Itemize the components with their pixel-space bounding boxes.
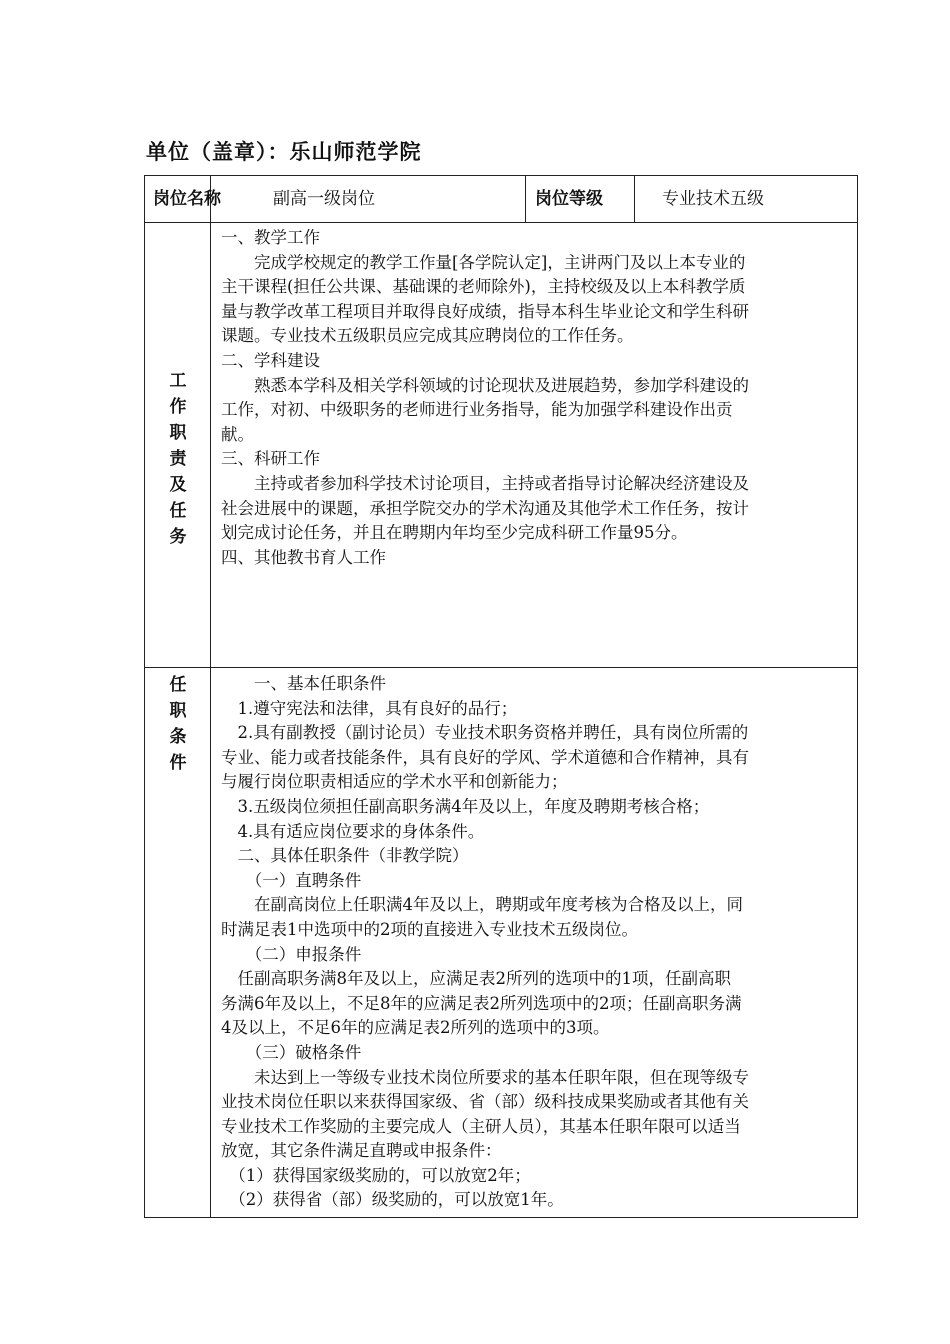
conditions-line: 未达到上一等级专业技术岗位所要求的基本任职年限，但在现等级专 — [221, 1067, 749, 1087]
col-divider-mid — [525, 176, 526, 222]
duties-content — [221, 226, 855, 570]
duties-line: 三、科研工作 — [221, 449, 320, 469]
conditions-line: 专业、能力或者技能条件，具有良好的学风、学术道德和合作精神，具有 — [221, 747, 749, 767]
conditions-line: 任副高职务满8年及以上，应满足表2所列的选项中的1项，任副高职 — [221, 969, 731, 989]
conditions-label-char: 职 — [169, 701, 187, 721]
duties-label-char: 及 — [169, 475, 187, 495]
unit-title: 单位（盖章）：乐山师范学院 — [146, 140, 422, 164]
conditions-line: （二）申报条件 — [221, 944, 362, 964]
conditions-line: 3.五级岗位须担任副高职务满4年及以上，年度及聘期考核合格； — [221, 796, 710, 816]
conditions-line: （三）破格条件 — [221, 1042, 362, 1062]
row-divider-header — [145, 222, 857, 223]
duties-line: 四、其他教书育人工作 — [221, 547, 386, 567]
duties-label-char: 任 — [169, 501, 187, 521]
conditions-content — [221, 672, 855, 1213]
conditions-line: 放宽，其它条件满足直聘或申报条件： — [221, 1141, 502, 1161]
post-grade-value: 专业技术五级 — [662, 189, 764, 209]
duties-line: 二、学科建设 — [221, 350, 320, 370]
conditions-line: 1.遵守宪法和法律，具有良好的品行； — [221, 698, 518, 718]
duties-line: 量与教学改革工程项目并取得良好成绩，指导本科生毕业论文和学生科研 — [221, 301, 749, 321]
conditions-label-char: 件 — [169, 753, 187, 773]
conditions-line: （一）直聘条件 — [221, 870, 362, 890]
duties-line: 熟悉本学科及相关学科领域的讨论现状及进展趋势，参加学科建设的 — [221, 375, 749, 395]
duties-line: 工作，对初、中级职务的老师进行业务指导，能为加强学科建设作出贡 — [221, 400, 733, 420]
post-name-label: 岗位名称 — [153, 189, 221, 209]
conditions-line: 专业技术工作奖励的主要完成人（主研人员），其基本任职年限可以适当 — [221, 1116, 741, 1136]
conditions-line: 业技术岗位任职以来获得国家级、省（部）级科技成果奖励或者其他有关 — [221, 1092, 749, 1112]
conditions-label-char: 任 — [169, 675, 187, 695]
post-table — [144, 175, 858, 1218]
duties-line: 社会进展中的课题，承担学院交办的学术沟通及其他学术工作任务，按计 — [221, 498, 749, 518]
conditions-line: 二、具体任职条件（非教学院） — [221, 846, 469, 866]
duties-label-char: 作 — [169, 397, 187, 417]
duties-line: 一、教学工作 — [221, 228, 320, 247]
duties-line: 献。 — [221, 424, 254, 444]
conditions-line: 2.具有副教授（副讨论员）专业技术职务资格并聘任，具有岗位所需的 — [221, 723, 749, 743]
conditions-line: 务满6年及以上，不足8年的应满足表2所列选项中的2项；任副高职务满 — [221, 993, 742, 1013]
duties-label — [145, 368, 211, 550]
duties-line: 划完成讨论任务，并且在聘期内年均至少完成科研工作量95分。 — [221, 523, 688, 543]
conditions-line: 4.具有适应岗位要求的身体条件。 — [221, 821, 485, 841]
conditions-label-char: 条 — [169, 727, 187, 747]
conditions-line: （1）获得国家级奖励的，可以放宽2年； — [221, 1165, 531, 1185]
conditions-line: 时满足表1中选项中的2项的直接进入专业技术五级岗位。 — [221, 919, 638, 939]
duties-line: 主干课程(担任公共课、基础课的老师除外)，主持校级及以上本科教学质 — [221, 277, 746, 297]
post-grade-label: 岗位等级 — [535, 189, 603, 209]
conditions-line: 在副高岗位上任职满4年及以上，聘期或年度考核为合格及以上，同 — [221, 895, 743, 915]
duties-label-char: 工 — [169, 371, 187, 391]
duties-line: 主持或者参加科学技术讨论项目，主持或者指导讨论解决经济建设及 — [221, 473, 749, 493]
conditions-line: （2）获得省（部）级奖励的，可以放宽1年。 — [221, 1190, 564, 1210]
duties-label-char: 责 — [169, 449, 187, 469]
duties-label-char: 职 — [169, 423, 187, 443]
duties-label-char: 务 — [169, 527, 187, 547]
conditions-line: 与履行岗位职责相适应的学术水平和创新能力； — [221, 772, 568, 792]
conditions-label — [145, 672, 211, 776]
duties-line: 课题。专业技术五级职员应完成其应聘岗位的工作任务。 — [221, 326, 634, 346]
conditions-line: 4及以上，不足6年的应满足表2所列的选项中的3项。 — [221, 1018, 610, 1038]
duties-line: 完成学校规定的教学工作量[各学院认定]，主讲两门及以上本专业的 — [221, 252, 746, 272]
col-divider-grade — [634, 176, 635, 222]
conditions-line: 一、基本任职条件 — [221, 674, 386, 693]
row-divider-duties — [145, 667, 857, 668]
post-name-value: 副高一级岗位 — [273, 189, 375, 209]
